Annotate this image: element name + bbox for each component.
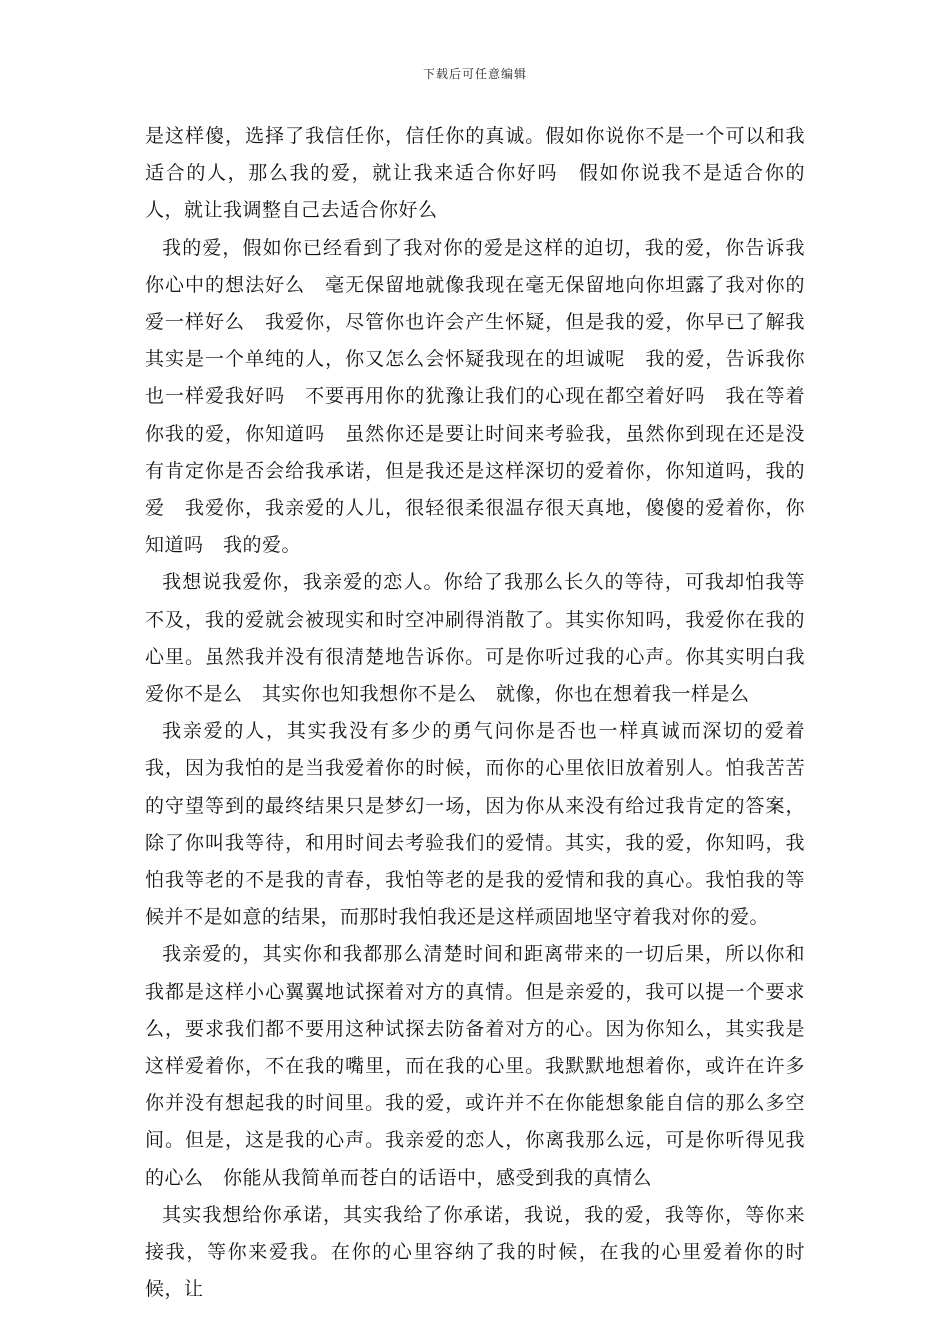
paragraph: 我亲爱的人，其实我没有多少的勇气问你是否也一样真诚而深切的爱着我，因为我怕的是当我爱着你的时候，而你的心里依旧放着别人。怕我苦苦的守望等到的最终结果只是梦幻一场，因为你从来没有给过我肯定的答案，除了你叫我等待，和用时间去考验我们的爱情。其实，我的爱，你知吗，我怕我等老的不是我的青春，我怕等老的是我的爱情和我的真心。我怕我的等候并不是如意的结果，而那时我怕我还是这样顽固地坚守着我对你的爱。 <box>145 720 805 929</box>
paragraph: 是这样傻，选择了我信任你，信任你的真诚。假如你说你不是一个可以和我适合的人，那么我的爱，就让我来适合你好吗 假如你说我不是适合你的人，就让我调整自己去适合你好么 <box>145 125 805 222</box>
page-header: 下载后可任意编辑 <box>422 67 527 81</box>
document-body <box>145 118 805 1309</box>
paragraph: 我的爱，假如你已经看到了我对你的爱是这样的迫切，我的爱，你告诉我你心中的想法好么 毫无保留地就像我现在毫无保留地向你坦露了我对你的爱一样好么 我爱你，尽管你也许会产生怀疑，但是我的爱，你早已了解我其实是一个单纯的人，你又怎么会怀疑我现在的坦诚呢 我的爱，告诉我你也一样爱我好吗 不要再用你的犹豫让我们的心现在都空着好吗 我在等着你我的爱，你知道吗 虽然你还是要让时间来考验我，虽然你到现在还是没有肯定你是否会给我承诺，但是我还是这样深切的爱着你，你知道吗，我的爱 我爱你，我亲爱的人儿，很轻很柔很温存很天真地，傻傻的爱着你，你知道吗 我的爱。 <box>145 236 805 557</box>
paragraph: 其实我想给你承诺，其实我给了你承诺，我说，我的爱，我等你，等你来接我，等你来爱我。在你的心里容纳了我的时候，在我的心里爱着你的时候，让 <box>145 1203 805 1301</box>
paragraph: 我亲爱的，其实你和我都那么清楚时间和距离带来的一切后果，所以你和我都是这样小心翼翼地试探着对方的真情。但是亲爱的，我可以提一个要求么，要求我们都不要用这种试探去防备着对方的心。因为你知么，其实我是这样爱着你，不在我的嘴里，而在我的心里。我默默地想着你，或许在许多你并没有想起我的时间里。我的爱，或许并不在你能想象能自信的那么多空间。但是，这是我的心声。我亲爱的恋人，你离我那么远，可是你听得见我的心么 你能从我简单而苍白的话语中，感受到我的真情么 <box>145 943 805 1189</box>
paragraph: 我想说我爱你，我亲爱的恋人。你给了我那么长久的等待，可我却怕我等不及，我的爱就会被现实和时空冲刷得消散了。其实你知吗，我爱你在我的心里。虽然我并没有很清楚地告诉你。可是你听过我的心声。你其实明白我爱你不是么 其实你也知我想你不是么 就像，你也在想着我一样是么 <box>145 571 805 706</box>
